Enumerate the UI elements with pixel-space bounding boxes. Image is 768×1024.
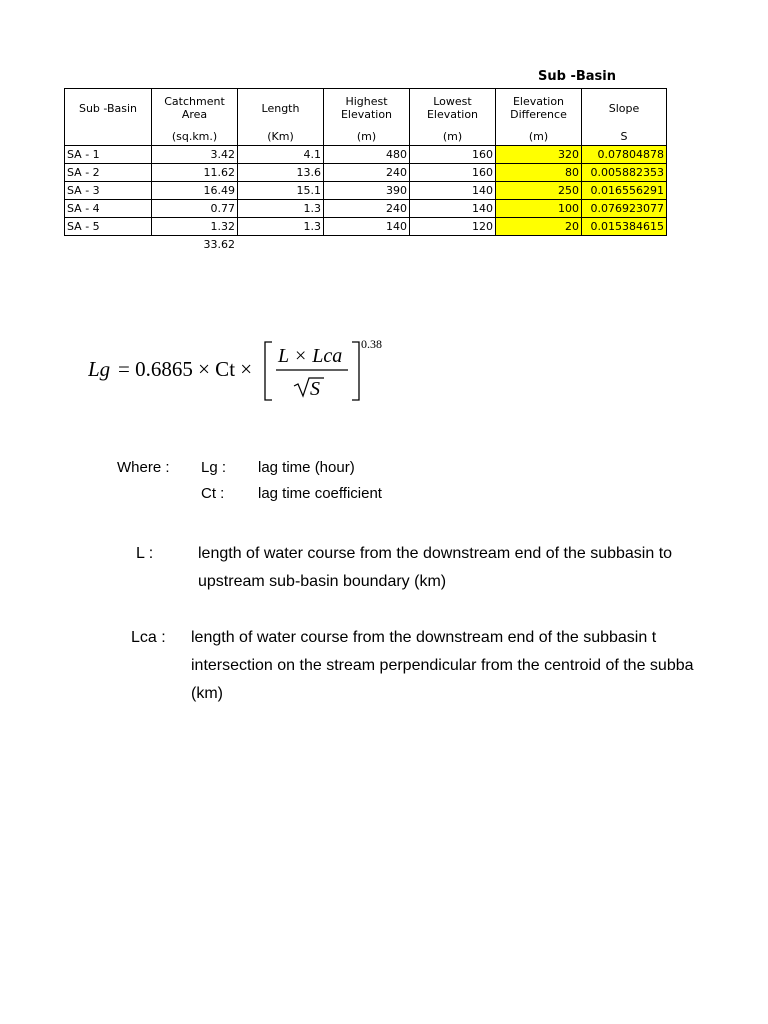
cell-catchment-area: 0.77 [152, 200, 238, 218]
def-ct-symbol: Ct : [201, 485, 225, 502]
formula-exponent: 0.38 [361, 338, 382, 351]
formula-rhs-start: = 0.6865 × Ct × [118, 357, 253, 381]
header-lowest-elevation: Lowest Elevation [410, 89, 496, 128]
header-length: Length [238, 89, 324, 128]
sub-basin-table [64, 88, 667, 236]
header-slope: Slope [582, 89, 667, 128]
cell-slope: 0.07804878 [582, 146, 667, 164]
cell-catchment-area: 16.49 [152, 182, 238, 200]
cell-slope: 0.076923077 [582, 200, 667, 218]
header-highest-elevation: Highest Elevation [324, 89, 410, 128]
cell-sub-basin: SA - 1 [65, 146, 152, 164]
unit-slope: S [582, 127, 667, 146]
unit-sub-basin [65, 127, 152, 146]
cell-highest-elevation: 390 [324, 182, 410, 200]
cell-highest-elevation: 480 [324, 146, 410, 164]
cell-length: 13.6 [238, 164, 324, 182]
cell-highest-elevation: 240 [324, 200, 410, 218]
table-title: Sub -Basin [538, 69, 616, 84]
table-row [65, 146, 667, 164]
cell-length: 1.3 [238, 218, 324, 236]
formula-numerator: L × Lca [278, 345, 343, 367]
header-elevation-difference: Elevation Difference [496, 89, 582, 128]
cell-elevation-difference: 100 [496, 200, 582, 218]
formula-denominator: S [310, 378, 320, 400]
left-bracket [265, 342, 272, 400]
cell-elevation-difference: 80 [496, 164, 582, 182]
cell-highest-elevation: 140 [324, 218, 410, 236]
cell-catchment-area: 3.42 [152, 146, 238, 164]
table-row [65, 200, 667, 218]
cell-elevation-difference: 20 [496, 218, 582, 236]
cell-highest-elevation: 240 [324, 164, 410, 182]
table-units-row [65, 127, 667, 146]
cell-lowest-elevation: 140 [410, 200, 496, 218]
def-ct-text: lag time coefficient [258, 485, 382, 502]
def-l-line1: length of water course from the downstream end of the subbasin to [198, 545, 673, 562]
unit-highest-elevation: (m) [324, 127, 410, 146]
cell-lowest-elevation: 160 [410, 164, 496, 182]
def-lca-line1: length of water course from the downstream end of the subbasin t [191, 629, 657, 646]
cell-sub-basin: SA - 5 [65, 218, 152, 236]
cell-sub-basin: SA - 3 [65, 182, 152, 200]
cell-length: 15.1 [238, 182, 324, 200]
unit-catchment-area: (sq.km.) [152, 127, 238, 146]
def-l-symbol: L : [136, 545, 154, 562]
cell-lowest-elevation: 120 [410, 218, 496, 236]
cell-catchment-area: 1.32 [152, 218, 238, 236]
right-bracket [352, 342, 359, 400]
cell-lowest-elevation: 140 [410, 182, 496, 200]
def-l-line2: upstream sub-basin boundary (km) [198, 573, 447, 590]
header-catchment-area: Catchment Area [152, 89, 238, 128]
def-lca-line2: intersection on the stream perpendicular from the centroid of the subba [191, 657, 694, 674]
where-label: Where : [117, 459, 170, 476]
header-sub-basin: Sub -Basin [65, 89, 152, 128]
cell-sub-basin: SA - 2 [65, 164, 152, 182]
cell-elevation-difference: 250 [496, 182, 582, 200]
formula-lhs: Lg [88, 357, 111, 381]
cell-elevation-difference: 320 [496, 146, 582, 164]
cell-slope: 0.015384615 [582, 218, 667, 236]
table-header-row [65, 89, 667, 128]
lag-time-formula [88, 338, 408, 408]
unit-length: (Km) [238, 127, 324, 146]
unit-elevation-difference: (m) [496, 127, 582, 146]
table-row [65, 218, 667, 236]
unit-lowest-elevation: (m) [410, 127, 496, 146]
table-row [65, 182, 667, 200]
cell-slope: 0.016556291 [582, 182, 667, 200]
def-lca-line3: (km) [191, 685, 223, 702]
cell-length: 4.1 [238, 146, 324, 164]
cell-sub-basin: SA - 4 [65, 200, 152, 218]
def-lca-symbol: Lca : [131, 629, 166, 646]
total-catchment-area: 33.62 [203, 238, 235, 251]
cell-catchment-area: 11.62 [152, 164, 238, 182]
def-lg-symbol: Lg : [201, 459, 227, 476]
cell-slope: 0.005882353 [582, 164, 667, 182]
def-lg-text: lag time (hour) [258, 459, 355, 476]
table-row [65, 164, 667, 182]
cell-lowest-elevation: 160 [410, 146, 496, 164]
cell-length: 1.3 [238, 200, 324, 218]
